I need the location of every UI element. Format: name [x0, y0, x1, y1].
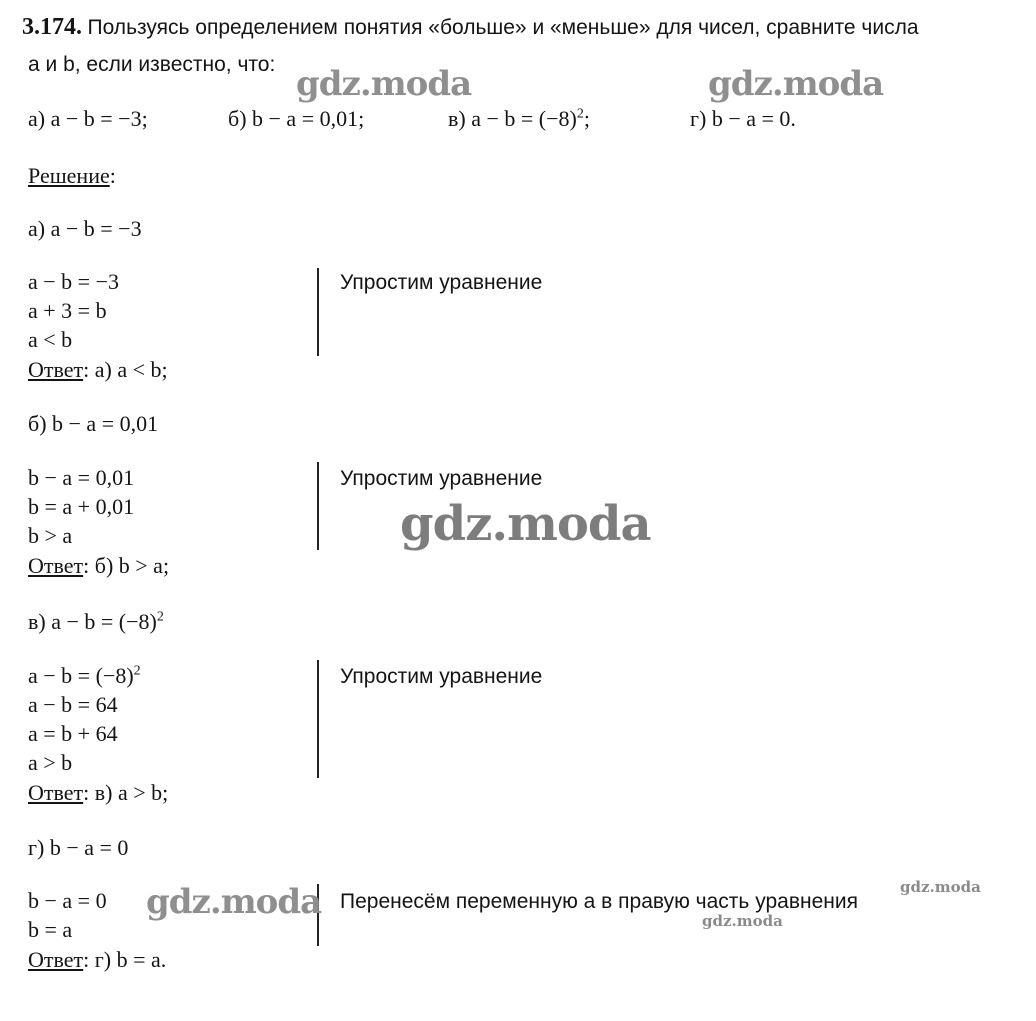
- part-b-divider: [317, 462, 319, 550]
- solution-heading: Решение:: [28, 163, 116, 188]
- part-c-line-2: a − b = 64: [28, 692, 118, 717]
- part-a-divider: [317, 268, 319, 356]
- part-d-line-2: b = a: [28, 917, 73, 942]
- watermark: gdz.moda: [400, 496, 651, 552]
- part-a-title: а) a − b = −3: [28, 216, 142, 241]
- watermark: gdz.moda: [702, 912, 783, 930]
- part-b-line-3: b > a: [28, 523, 73, 548]
- watermark: gdz.moda: [900, 878, 981, 896]
- part-a-answer: Ответ: а) a < b;: [28, 357, 168, 382]
- part-b-title: б) b − a = 0,01: [28, 411, 159, 436]
- part-d-answer: Ответ: г) b = a.: [28, 947, 167, 972]
- part-b-line-2: b = a + 0,01: [28, 494, 135, 519]
- problem-item-b: б) b − a = 0,01;: [228, 106, 365, 131]
- problem-text: Пользуясь определением понятия «больше» и «меньше» для чисел, сравните числа: [87, 16, 919, 39]
- part-b-answer: Ответ: б) b > a;: [28, 553, 170, 578]
- problem-item-a: а) a − b = −3;: [28, 106, 148, 131]
- part-d-note: Перенесём переменную a в правую часть уравнения: [340, 890, 858, 913]
- part-a-line-2: a + 3 = b: [28, 298, 107, 323]
- part-b-note: Упростим уравнение: [340, 467, 543, 490]
- watermark: gdz.moda: [708, 64, 884, 104]
- problem-item-d: г) b − a = 0.: [690, 106, 796, 131]
- watermark: gdz.moda: [296, 64, 472, 104]
- part-c-line-1: $a - b = (-8)^2$: [28, 663, 141, 688]
- part-a-line-1: a − b = −3: [28, 269, 119, 294]
- part-c-line-3: a = b + 64: [28, 721, 118, 746]
- part-c-answer: Ответ: в) a > b;: [28, 780, 169, 805]
- part-c-title: в) $a - b = (-8)^2$: [28, 609, 164, 634]
- part-c-divider: [317, 660, 319, 778]
- watermark: gdz.moda: [146, 882, 322, 922]
- part-b-line-1: b − a = 0,01: [28, 465, 135, 490]
- problem-item-c: в) $a - b = (-8)^2$;: [448, 106, 590, 131]
- part-a-line-3: a < b: [28, 327, 73, 352]
- part-a-note: Упростим уравнение: [340, 271, 543, 294]
- problem-statement-line1: [22, 14, 919, 41]
- part-d-title: г) b − a = 0: [28, 835, 129, 860]
- part-d-line-1: b − a = 0: [28, 888, 107, 913]
- part-c-line-4: a > b: [28, 750, 73, 775]
- problem-statement-line2: a и b, если известно, что:: [28, 53, 276, 76]
- problem-number: 3.174.: [22, 14, 82, 40]
- part-c-note: Упростим уравнение: [340, 665, 543, 688]
